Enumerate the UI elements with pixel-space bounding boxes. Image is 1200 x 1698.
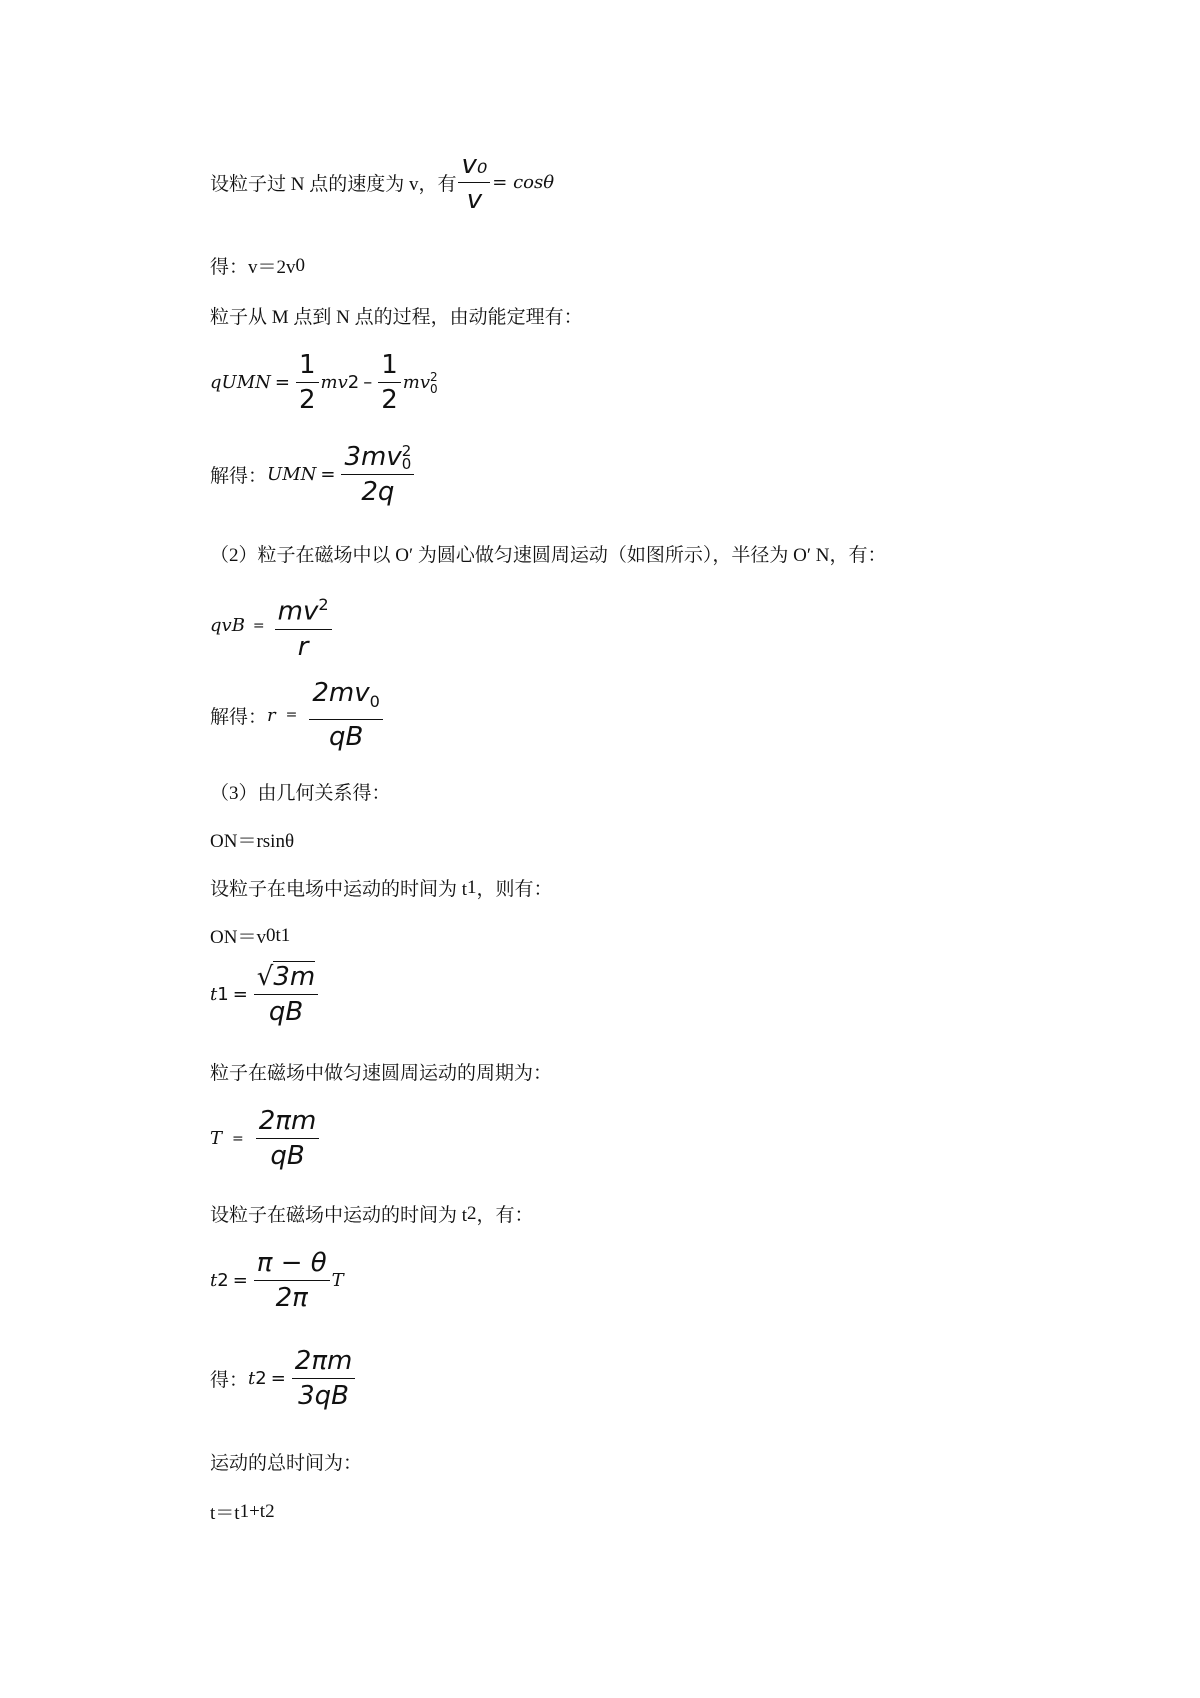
text: 粒子从 M 点到 N 点的过程，由动能定理有： xyxy=(210,307,583,328)
fraction xyxy=(254,1246,330,1315)
text-line xyxy=(210,1448,362,1475)
text: 运动的总时间为： xyxy=(210,1453,363,1474)
numerator: $mv^2$ xyxy=(277,595,329,627)
fraction xyxy=(458,148,490,217)
fraction xyxy=(296,348,319,417)
fraction xyxy=(341,440,414,509)
numerator: 2πm xyxy=(258,1106,317,1136)
text-line xyxy=(210,540,886,567)
numerator: √3m xyxy=(256,962,316,992)
lhs: t xyxy=(210,984,218,1005)
text: 设粒子过 N 点的速度为 v，有 xyxy=(210,174,457,195)
denominator: qB xyxy=(270,1141,305,1171)
text: 设粒子在磁场中运动的时间为 t xyxy=(210,1205,468,1226)
label: 解得： xyxy=(210,706,268,728)
text: t xyxy=(275,924,281,946)
text: 得：v＝2v xyxy=(210,257,296,278)
velocity-equation xyxy=(210,148,554,217)
denominator: 2q xyxy=(361,477,395,507)
numerator: 2πm xyxy=(294,1346,353,1376)
text-line xyxy=(210,778,391,805)
fraction xyxy=(254,960,318,1029)
denominator: r xyxy=(297,631,309,662)
fraction xyxy=(378,348,401,417)
text-line: t＝t 1 +t 2 xyxy=(210,1498,275,1525)
fraction xyxy=(275,588,332,664)
text-line xyxy=(210,1058,552,1085)
term: mv xyxy=(402,372,431,393)
lhs: t xyxy=(248,1368,256,1389)
numerator: v₀ xyxy=(461,150,488,180)
t2-equation: t 2 = $\frac{\pi - \theta}{2\pi}$ T xyxy=(210,1248,344,1313)
lhs: T xyxy=(210,1128,223,1149)
fraction xyxy=(256,1104,320,1173)
lhs: U xyxy=(267,464,283,485)
label: 解得： xyxy=(210,466,268,487)
period-equation: T = $\frac{2\pi m}{qB}$ xyxy=(210,1104,321,1173)
lhs: qvB xyxy=(210,615,245,637)
text-line: 设粒子在电场中运动的时间为 t 1 ，则有： xyxy=(210,874,553,901)
t1-equation: t 1 = $\frac{√3m}{qB}$ xyxy=(210,960,320,1029)
rhs: = cosθ xyxy=(492,172,555,193)
subscript: MN xyxy=(236,372,271,393)
text-line xyxy=(210,826,294,853)
text: 设粒子在电场中运动的时间为 t xyxy=(210,879,468,900)
numerator: 3mv 2 0 xyxy=(344,441,412,473)
text: ，则有： xyxy=(476,879,553,900)
text: ON＝rsinθ xyxy=(210,831,295,852)
denominator: 2 xyxy=(298,385,316,415)
denominator: v xyxy=(466,185,483,215)
denominator: 2 xyxy=(381,385,398,415)
text-line: ON＝v 0 t 1 xyxy=(210,922,290,949)
rhs: T xyxy=(331,1270,344,1291)
text: （2）粒子在磁场中以 O′ 为圆心做匀速圆周运动（如图所示），半径为 O′ N，有： xyxy=(210,545,887,566)
subscript: 0 xyxy=(295,254,306,276)
lhs: r xyxy=(267,704,276,726)
subscript: MN xyxy=(282,464,317,485)
energy-equation: qU MN = $\frac{1}{2}$ mv 2 – $\frac{1}{2}$ mv 2 0 xyxy=(210,350,438,415)
text: （3）由几何关系得： xyxy=(210,783,391,804)
text: ON＝v xyxy=(210,927,266,948)
result-line xyxy=(210,252,305,279)
text: ，有： xyxy=(476,1205,534,1226)
denominator: qB xyxy=(328,722,364,753)
lorentz-equation: qvB = $\frac{mv^2}{r}$ xyxy=(210,588,334,664)
t2-result: 得： t 2 = $\frac{2\pi m}{3qB}$ xyxy=(210,1344,357,1413)
term: mv xyxy=(320,372,348,393)
lhs: qU xyxy=(210,372,237,393)
text: 粒子在磁场中做匀速圆周运动的周期为： xyxy=(210,1063,553,1084)
fraction xyxy=(292,1344,356,1413)
numerator: π − θ xyxy=(256,1248,327,1278)
text: +t xyxy=(249,1500,266,1522)
denominator: qB xyxy=(268,997,304,1027)
radius-result: 解得： r = $\frac{2mv_0}{qB}$ xyxy=(210,676,385,754)
numerator: 1 xyxy=(381,350,398,380)
text-line xyxy=(210,302,583,329)
numerator: 1 xyxy=(298,350,316,380)
lhs: t xyxy=(210,1270,218,1291)
numerator: $2mv_0$ xyxy=(312,678,380,712)
label: 得： xyxy=(210,1370,249,1391)
text-line: 设粒子在磁场中运动的时间为 t 2 ，有： xyxy=(210,1200,534,1227)
fraction xyxy=(309,676,383,754)
denominator: 3qB xyxy=(298,1381,349,1411)
denominator: 2π xyxy=(275,1283,308,1313)
umn-result: 解得： U MN = 3mv 2 0 2q xyxy=(210,440,416,509)
text: t＝t xyxy=(210,1503,240,1524)
